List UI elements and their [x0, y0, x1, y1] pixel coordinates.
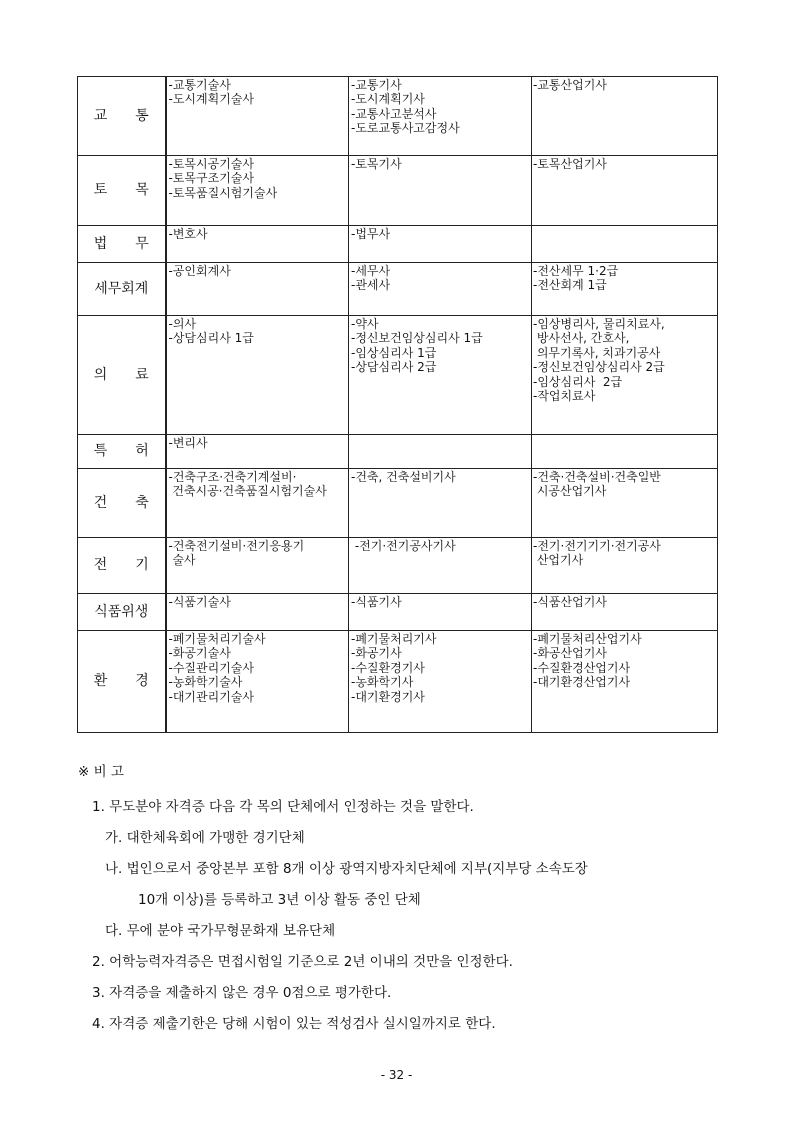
certificate-item: -폐기물처리기술사 — [168, 632, 266, 646]
certificate-item: -도시계획기술사 — [168, 92, 254, 107]
certificate-item: -토목산업기사 — [533, 157, 607, 171]
certificate-item: -관세사 — [351, 278, 391, 293]
table-row — [78, 435, 718, 469]
note-item-3: 3. 자격증을 제출하지 않은 경우 0점으로 평가한다. — [92, 985, 392, 1001]
engineer-cert-cell — [349, 226, 532, 263]
field-name-cell: 특 허 — [78, 435, 166, 469]
certificate-item: -전기·전기공사기사 — [351, 539, 456, 553]
engineer-cert-cell — [349, 263, 532, 316]
certificate-item: -전산세무 1·2급 — [533, 264, 619, 278]
certificate-item: 방사선사, 간호사, — [533, 331, 630, 346]
certificate-item: -의사 — [168, 317, 197, 331]
engineer-cert-cell — [349, 538, 532, 594]
certificate-item: -토목구조기술사 — [168, 171, 254, 186]
industrial-engineer-cert-cell — [532, 469, 718, 538]
certificate-item: -교통기사 — [351, 78, 402, 92]
professional-cert-cell — [166, 263, 349, 316]
table-row — [78, 263, 718, 316]
certificate-item: -농화학기술사 — [168, 675, 243, 690]
industrial-engineer-cert-cell — [532, 594, 718, 631]
engineer-cert-cell — [349, 316, 532, 435]
certificate-item: -전기·전기기기·전기공사 — [533, 539, 661, 553]
certificate-item: -화공기사 — [351, 646, 402, 661]
engineer-cert-cell — [349, 77, 532, 156]
table-row — [78, 594, 718, 631]
certificate-item: -화공산업기사 — [533, 646, 607, 661]
certificate-item: -상담심리사 2급 — [351, 360, 437, 375]
certificate-item: -임상심리사 1급 — [351, 345, 437, 360]
certificate-item: 산업기사 — [533, 553, 584, 568]
certificate-item: -교통사고분석사 — [351, 106, 437, 121]
field-name-cell: 의 료 — [78, 316, 166, 435]
industrial-engineer-cert-cell — [532, 77, 718, 156]
certificate-item: -폐기물처리기사 — [351, 632, 437, 646]
field-name-cell: 교 통 — [78, 77, 166, 156]
engineer-cert-cell — [349, 469, 532, 538]
industrial-engineer-cert-cell — [532, 226, 718, 263]
certificate-item: -변리사 — [168, 436, 208, 450]
engineer-cert-cell — [349, 156, 532, 226]
certificate-item: -전산회계 1급 — [533, 278, 607, 293]
page-number: - 32 - — [380, 1068, 413, 1082]
note-subitem-na-cont: 10개 이상)를 등록하고 3년 이상 활동 중인 단체 — [138, 892, 421, 908]
professional-cert-cell — [166, 538, 349, 594]
table-row — [78, 156, 718, 226]
certificate-item: -세무사 — [351, 264, 391, 278]
table-row — [78, 631, 718, 733]
certificate-item: -대기환경산업기사 — [533, 675, 631, 690]
certificate-item: -수질관리기술사 — [168, 660, 254, 675]
engineer-cert-cell — [349, 631, 532, 733]
note-subitem-na: 나. 법인으로서 중앙본부 포함 8개 이상 광역지방자치단체에 지부(지부당 소속도장 — [105, 861, 588, 877]
certificate-item: -정신보건임상심리사 1급 — [351, 331, 483, 346]
industrial-engineer-cert-cell — [532, 316, 718, 435]
certificate-item: -토목기사 — [351, 157, 402, 171]
industrial-engineer-cert-cell — [532, 263, 718, 316]
professional-cert-cell — [166, 631, 349, 733]
certificate-item: -건축전기설비·전기응용기 — [168, 539, 305, 553]
certificate-item: -건축·건축설비·건축일반 — [533, 470, 661, 484]
certificate-item: -토목시공기술사 — [168, 157, 254, 171]
field-name-cell: 건 축 — [78, 469, 166, 538]
professional-cert-cell — [166, 435, 349, 469]
table-row — [78, 469, 718, 538]
certificate-item: -수질환경기사 — [351, 660, 425, 675]
certificate-item: -교통기술사 — [168, 78, 231, 92]
field-name-cell: 법 무 — [78, 226, 166, 263]
field-name-cell: 전 기 — [78, 538, 166, 594]
professional-cert-cell — [166, 77, 349, 156]
industrial-engineer-cert-cell — [532, 631, 718, 733]
field-name-cell: 환 경 — [78, 631, 166, 733]
certificate-item: 의무기록사, 치과기공사 — [533, 345, 661, 360]
certificate-item: -정신보건임상심리사 2급 — [533, 360, 665, 375]
certificate-item: -약사 — [351, 317, 379, 331]
certificate-item: -건축, 건축설비기사 — [351, 470, 456, 484]
engineer-cert-cell — [349, 594, 532, 631]
note-subitem-da: 다. 무에 분야 국가무형문화재 보유단체 — [105, 923, 336, 939]
professional-cert-cell — [166, 226, 349, 263]
note-item-4: 4. 자격증 제출기한은 당해 시험이 있는 적성검사 실시일까지로 한다. — [92, 1016, 496, 1032]
certificate-item: -변호사 — [168, 227, 208, 241]
certificate-item: -식품기사 — [351, 595, 402, 609]
certificate-item: -대기환경기사 — [351, 689, 425, 704]
note-item-2: 2. 어학능력자격증은 면접시험일 기준으로 2년 이내의 것만을 인정한다. — [92, 954, 513, 970]
certificate-item: -식품기술사 — [168, 595, 231, 609]
professional-cert-cell — [166, 156, 349, 226]
engineer-cert-cell — [349, 435, 532, 469]
professional-cert-cell — [166, 316, 349, 435]
certificate-item: -작업치료사 — [533, 389, 596, 404]
certificate-item: 술사 — [168, 553, 196, 568]
certificate-item: -임상병리사, 물리치료사, — [533, 317, 665, 331]
qualification-table-body — [78, 77, 718, 733]
certificate-item: -공인회계사 — [168, 264, 231, 278]
notes-heading: ※ 비 고 — [78, 764, 124, 780]
industrial-engineer-cert-cell — [532, 538, 718, 594]
note-item-1: 1. 무도분야 자격증 다음 각 목의 단체에서 인정하는 것을 말한다. — [92, 799, 474, 815]
certificate-item: -대기관리기술사 — [168, 689, 254, 704]
industrial-engineer-cert-cell — [532, 156, 718, 226]
note-subitem-ga: 가. 대한체육회에 가맹한 경기단체 — [105, 830, 305, 846]
certificate-item: -화공기술사 — [168, 646, 231, 661]
table-row — [78, 316, 718, 435]
certificate-item: -상담심리사 1급 — [168, 331, 254, 346]
certificate-item: -도로교통사고감정사 — [351, 121, 460, 136]
professional-cert-cell — [166, 469, 349, 538]
certificate-item: -건축구조·건축기계설비· — [168, 470, 297, 484]
certificate-item: -식품산업기사 — [533, 595, 607, 609]
table-row — [78, 538, 718, 594]
certificate-item: -수질환경산업기사 — [533, 660, 631, 675]
field-name-cell: 식품위생 — [78, 594, 166, 631]
table-row — [78, 226, 718, 263]
certificate-item: -농화학기사 — [351, 675, 414, 690]
certificate-item: 건축시공·건축품질시험기술사 — [168, 484, 327, 499]
certificate-item: -도시계획기사 — [351, 92, 425, 107]
certificate-item: -토목품질시험기술사 — [168, 185, 278, 200]
certificate-item: -임상심리사 2급 — [533, 374, 623, 389]
certificate-item: 시공산업기사 — [533, 484, 607, 499]
qualification-table — [77, 76, 718, 733]
certificate-item: -법무사 — [351, 227, 391, 241]
professional-cert-cell — [166, 594, 349, 631]
table-row — [78, 77, 718, 156]
certificate-item: -폐기물처리산업기사 — [533, 632, 642, 646]
certificate-item: -교통산업기사 — [533, 78, 607, 92]
industrial-engineer-cert-cell — [532, 435, 718, 469]
field-name-cell: 토 목 — [78, 156, 166, 226]
field-name-cell: 세무회계 — [78, 263, 166, 316]
